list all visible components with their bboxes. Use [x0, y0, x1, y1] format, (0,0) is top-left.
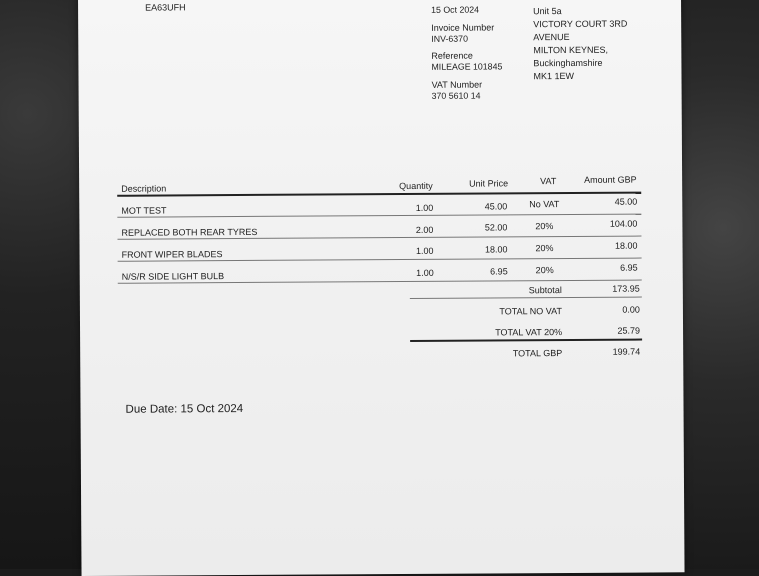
row-description: N/S/R SIDE LIGHT BULB	[121, 271, 225, 282]
row-description: REPLACED BOTH REAR TYRES	[121, 226, 258, 238]
row-quantity: 1.00	[415, 202, 434, 213]
due-date: Due Date: 15 Oct 2024	[125, 402, 244, 416]
row-divider	[117, 214, 641, 218]
row-unit-price: 45.00	[484, 201, 508, 212]
supplier-address-line: Unit 5a	[533, 6, 562, 17]
invoice-number-label: Invoice Number	[431, 22, 495, 33]
col-header-unit-price: Unit Price	[469, 178, 509, 189]
vehicle-registration: EA63UFH	[145, 2, 186, 13]
row-vat: 20%	[535, 243, 554, 254]
subtotal-value: 173.95	[612, 283, 640, 294]
row-unit-price: 52.00	[484, 222, 508, 233]
supplier-address-line: AVENUE	[533, 31, 570, 43]
supplier-address-line: MK1 1EW	[533, 70, 575, 82]
total-vat-label: TOTAL VAT 20%	[495, 327, 563, 338]
row-description: FRONT WIPER BLADES	[121, 249, 223, 260]
row-vat: 20%	[535, 221, 554, 232]
total-no-vat-label: TOTAL NO VAT	[499, 306, 562, 317]
row-description: MOT TEST	[121, 205, 167, 216]
row-unit-price: 6.95	[490, 266, 508, 277]
vat-number-label: VAT Number	[431, 79, 483, 90]
supplier-address-line: VICTORY COURT 3RD	[533, 18, 628, 30]
reference-value: MILEAGE 101845	[431, 61, 503, 72]
invoice-number-value: INV-6370	[431, 33, 468, 44]
row-vat: No VAT	[529, 199, 560, 210]
col-header-amount: Amount GBP	[584, 174, 637, 185]
leather-background-left	[0, 0, 90, 569]
row-amount: 104.00	[609, 218, 638, 229]
col-header-quantity: Quantity	[399, 180, 433, 192]
row-unit-price: 18.00	[484, 244, 508, 255]
row-quantity: 2.00	[415, 224, 434, 235]
invoice-date-label	[431, 0, 481, 2]
invoice-date-value: 15 Oct 2024	[431, 4, 480, 15]
subtotal-label: Subtotal	[528, 285, 562, 296]
row-quantity: 1.00	[416, 267, 434, 278]
row-amount: 6.95	[620, 262, 638, 273]
row-amount: 18.00	[614, 240, 638, 251]
row-amount: 45.00	[614, 196, 638, 207]
header-divider	[117, 192, 641, 197]
totals-divider	[410, 297, 642, 299]
supplier-address-line: Buckinghamshire	[533, 57, 603, 69]
row-vat: 20%	[535, 265, 554, 276]
row-quantity: 1.00	[416, 245, 434, 256]
vat-number-value: 370 5610 14	[431, 90, 481, 101]
total-gbp-label: TOTAL GBP	[512, 348, 563, 359]
invoice-paper	[78, 0, 685, 576]
col-header-vat: VAT	[540, 176, 557, 187]
grand-total-divider	[410, 339, 642, 342]
col-header-description: Description	[121, 183, 167, 194]
reference-label: Reference	[431, 50, 473, 61]
total-gbp-value: 199.74	[612, 346, 641, 357]
total-vat-value: 25.79	[617, 325, 641, 336]
supplier-address-line: MILTON KEYNES,	[533, 44, 609, 56]
total-no-vat-value: 0.00	[622, 304, 640, 315]
